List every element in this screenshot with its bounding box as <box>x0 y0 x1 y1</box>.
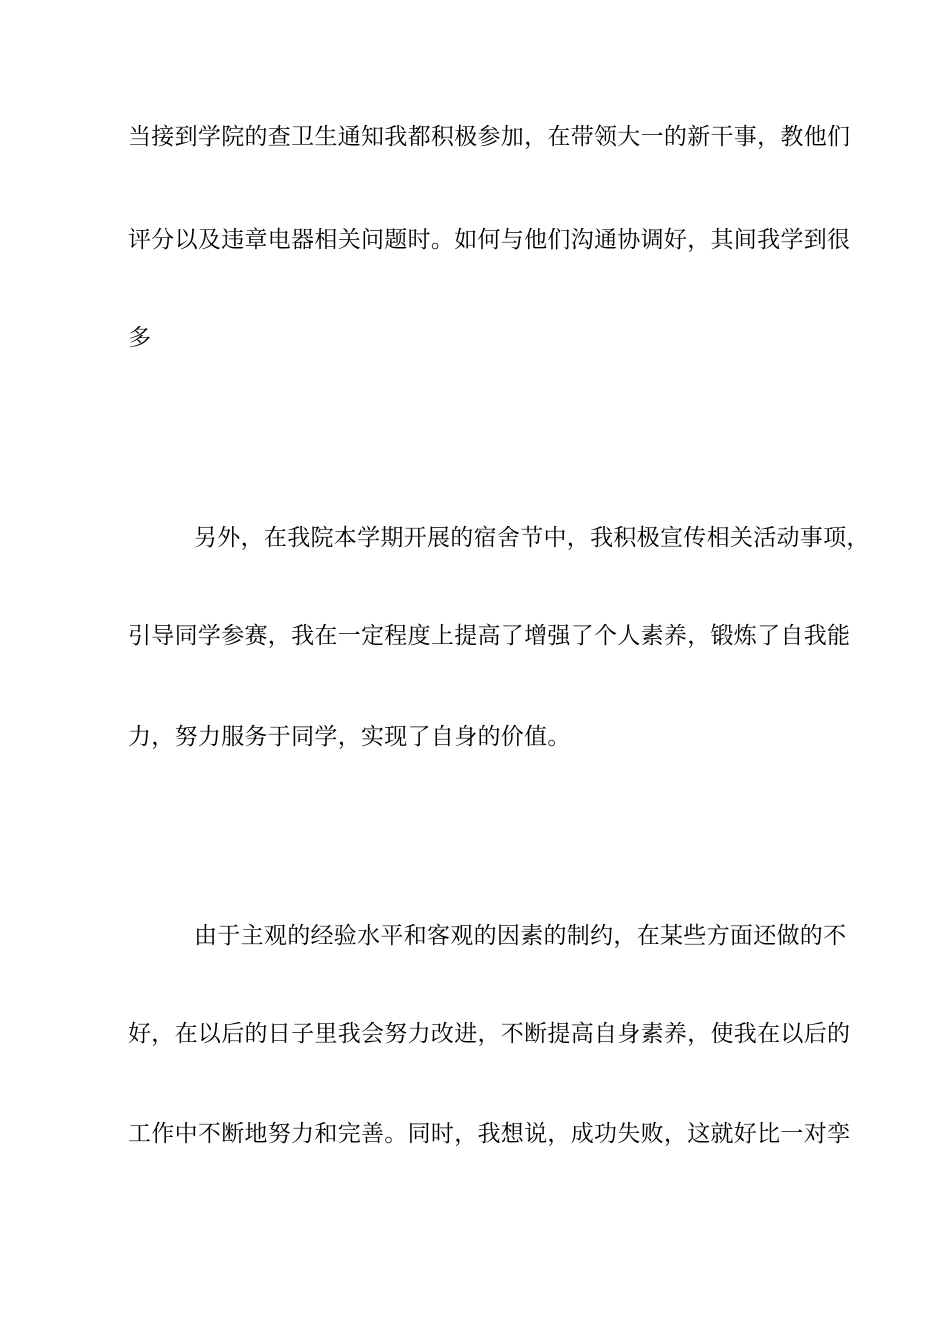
text-line: 工作中不断地努力和完善。同时，我想说，成功失败，这就好比一对孪 <box>128 1121 851 1147</box>
text-line: 评分以及违章电器相关问题时。如何与他们沟通协调好，其间我学到很 <box>128 227 851 253</box>
text-line: 由于主观的经验水平和客观的因素的制约，在某些方面还做的不 <box>194 923 847 949</box>
text-line: 引导同学参赛，我在一定程度上提高了增强了个人素养，锻炼了自我能 <box>128 623 851 649</box>
text-line: 多 <box>128 325 152 351</box>
text-line: 好，在以后的日子里我会努力改进，不断提高自身素养，使我在以后的 <box>128 1021 851 1047</box>
text-line: 当接到学院的查卫生通知我都积极参加，在带领大一的新干事，教他们 <box>128 124 851 150</box>
text-line: 力，努力服务于同学，实现了自身的价值。 <box>128 724 571 750</box>
text-line: 另外，在我院本学期开展的宿舍节中，我积极宣传相关活动事项， <box>194 525 870 551</box>
